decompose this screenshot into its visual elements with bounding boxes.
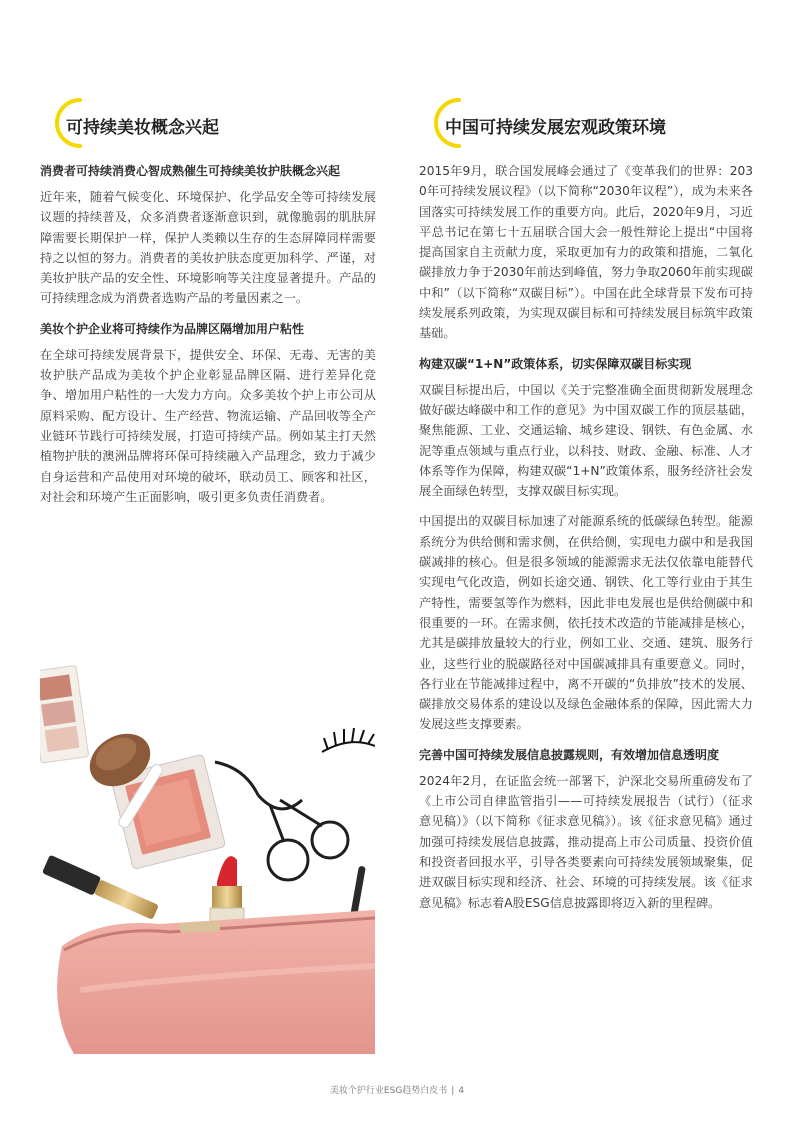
right-subhead-disclosure: 完善中国可持续发展信息披露规则，有效增加信息透明度: [419, 747, 720, 762]
footer-separator: |: [451, 1086, 455, 1096]
left-column: [40, 95, 376, 517]
right-section-title: 中国可持续发展宏观政策环境: [445, 118, 666, 138]
left-paragraph-consumer: 近年来，随着气候变化、环境保护、化学品安全等可持续发展议题的持续普及，众多消费者逐渐意识到，就像脆弱的肌肤屏障需要长期保护一样，保护人类赖以生存的生态屏障同样需要持之以恒的努力。消费者的美妆护肤态度更加科学、严谨，对美妆护肤产品的安全性、环境影响等关注度显著提升。产品的可持续理念成为消费者选购产品的考量因素之一。: [40, 190, 376, 306]
left-section-heading: [40, 95, 376, 153]
right-paragraph-disclosure: 2024年2月，在证监会统一部署下，沪深北交易所重磅发布了《上市公司自律监管指引——可持续发展报告（试行）（征求意见稿）》（以下简称《征求意见稿》）。该《征求意见稿》通过加强可持续发展信息披露，推动提高上市公司质量、投资价值和投资者回报水平，引导各类要素向可持续发展领域聚集，促进双碳目标实现和经济、社会、环境的可持续发展。该《征求意见稿》标志着A股ESG信息披露即将迈入新的里程碑。: [419, 773, 753, 910]
left-section-title: 可持续美妆概念兴起: [66, 118, 219, 138]
page-footer: [0, 1083, 794, 1096]
right-column: [419, 95, 753, 923]
right-paragraph-policy-system: 双碳目标提出后，中国以《关于完整准确全面贯彻新发展理念做好碳达峰碳中和工作的意见》为中国双碳工作的顶层基础，聚焦能源、工业、交通运输、城乡建设、钢铁、有色金属、水泥等重点领域与重点行业，以科技、财政、金融、标准、人才体系等作为保障，构建双碳“1+N”政策体系，服务经济社会发展全面绿色转型，支撑双碳目标实现。: [419, 382, 753, 499]
right-section-heading: [419, 95, 753, 153]
right-subhead-policy-system: 构建双碳“1+N”政策体系，切实保障双碳目标实现: [419, 356, 692, 371]
right-paragraph-agenda: 2015年9月，联合国发展峰会通过了《变革我们的世界：2030年可持续发展议程》（以下简称“2030年议程”），成为未来各国落实可持续发展工作的重要方向。此后，2020年9月，习近平总书记在第七十五届联合国大会一般性辩论上提出“中国将提高国家自主贡献力度，采取更加有力的政策和措施，二氧化碳排放力争于2030年前达到峰值，努力争取2060年前实现碳中和”（以下简称“双碳目标”）。中国在此全球背景下发布可持续发展系列政策，为实现双碳目标和可持续发展目标筑牢政策基础。: [419, 164, 753, 341]
right-paragraph-energy-transition: 中国提出的双碳目标加速了对能源系统的低碳绿色转型。能源系统分为供给侧和需求侧，在供给侧，实现电力碳中和是我国碳减排的核心。但是很多领域的能源需求无法仅依靠电能替代实现电气化改造，例如长途交通、钢铁、化工等行业由于其生产特性，需要氢等作为燃料，因此非电发展也是供给侧碳中和很重要的一环。在需求侧，依托技术改造的节能减排是核心，尤其是碳排放量较大的行业，例如工业、交通、建筑、服务行业，这些行业的脱碳路径对中国碳减排具有重要意义。同时，各行业在节能减排过程中，离不开碳的“负排放”技术的发展、碳排放交易体系的建设以及绿色金融体系的保障，因此需大力发展这些支撑要素。: [419, 514, 753, 732]
cosmetic-bag: [57, 910, 375, 1054]
cosmetics-photo: [40, 650, 375, 1054]
page-number: 4: [458, 1086, 465, 1096]
left-subhead-consumer: 消费者可持续消费心智成熟催生可持续美妆护肤概念兴起: [40, 164, 341, 178]
left-paragraph-enterprise: 在全球可持续发展背景下，提供安全、环保、无毒、无害的美妆护肤产品成为美妆个护企业彰显品牌区隔、进行差异化竞争、增加用户粘性的一大发力方向。众多美妆个护上市公司从原料采购、配方设计、生产经营、物流运输、产品回收等全产业链环节践行可持续发展，打造可持续产品。例如某主打天然植物护肤的澳洲品牌将环保可持续融入产品理念，致力于减少自身运营和产品使用对环境的破坏，联动员工、顾客和社区，对社会和环境产生正面影响，吸引更多负责任消费者。: [40, 347, 376, 504]
left-subhead-enterprise: 美妆个护企业将可持续作为品牌区隔增加用户粘性: [40, 321, 305, 336]
footer-title: 美妆个护行业ESG趋势白皮书: [329, 1086, 448, 1096]
